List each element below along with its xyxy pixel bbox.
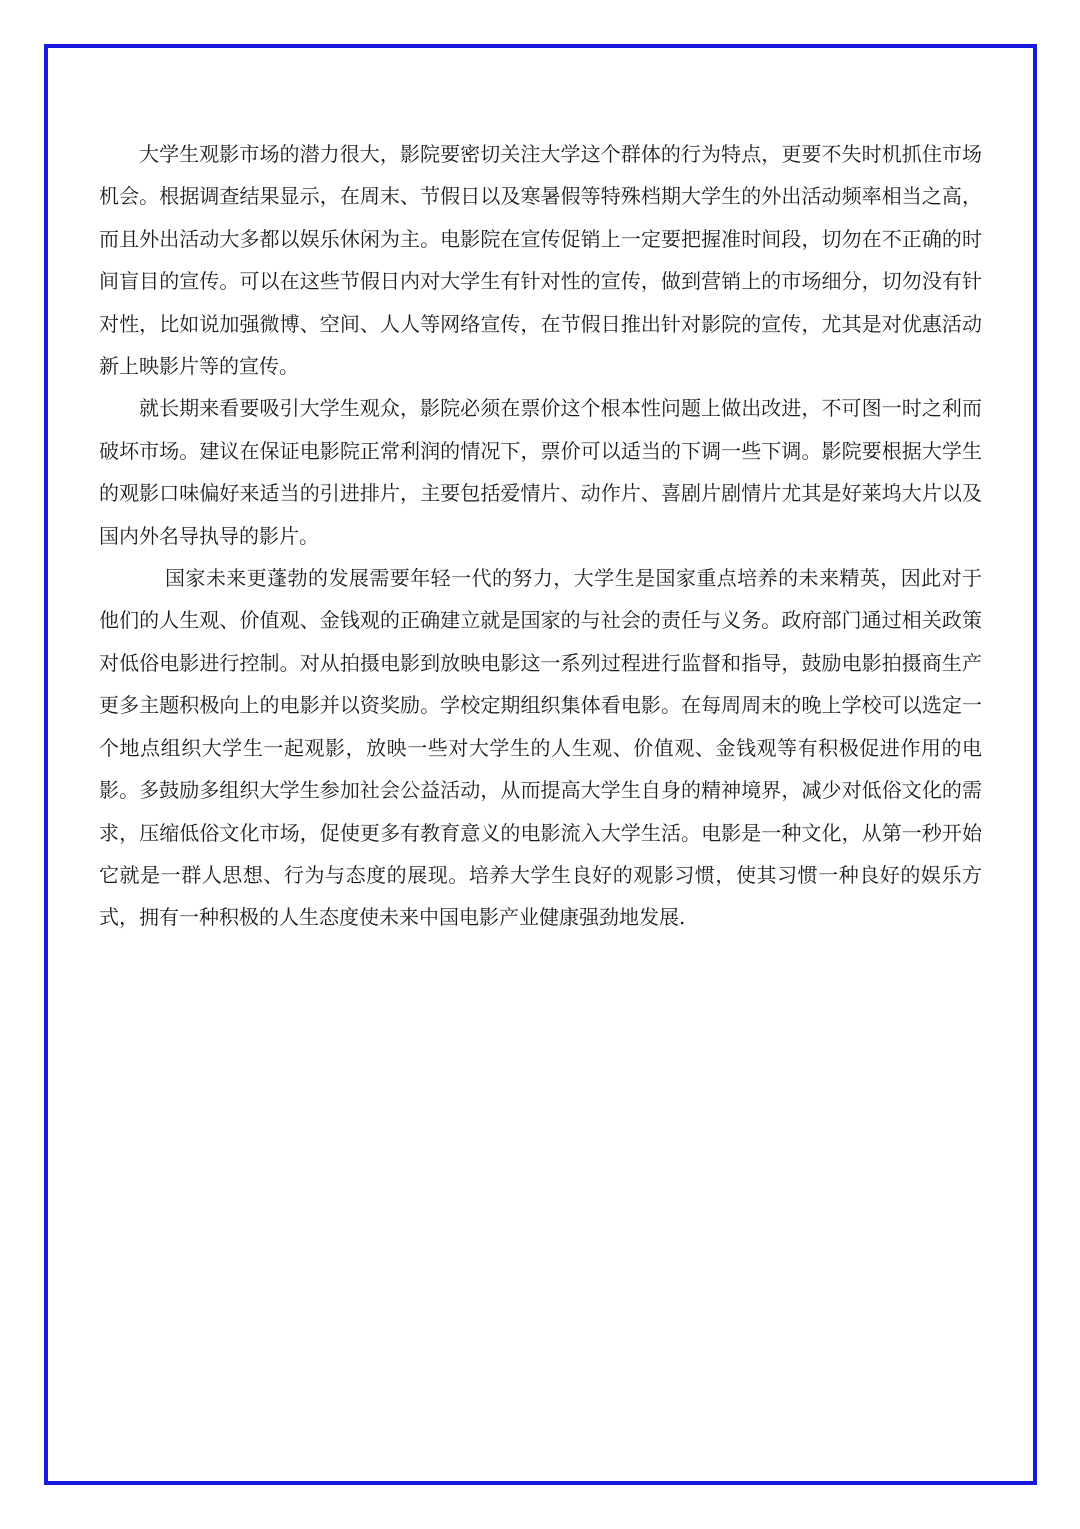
paragraph-3: 国家未来更蓬勃的发展需要年轻一代的努力，大学生是国家重点培养的未来精英，因此对于他们的人生观、价值观、金钱观的正确建立就是国家的与社会的责任与义务。政府部门通过相关政策对低俗电影进行控制。对从拍摄电影到放映电影这一系列过程进行监督和指导，鼓励电影拍摄商生产更多主题积极向上的电影并以资奖励。学校定期组织集体看电影。在每周周末的晚上学校可以选定一个地点组织大学生一起观影，放映一些对大学生的人生观、价值观、金钱观等有积极促进作用的电影。多鼓励多组织大学生参加社会公益活动，从而提高大学生自身的精神境界，减少对低俗文化的需求，压缩低俗文化市场，促使更多有教育意义的电影流入大学生活。电影是一种文化，从第一秒开始它就是一群人思想、行为与态度的展现。培养大学生良好的观影习惯，使其习惯一种良好的娱乐方式，拥有一种积极的人生态度使未来中国电影产业健康强劲地发展.	[99, 566, 982, 930]
document-body	[99, 133, 982, 939]
paragraph-1: 大学生观影市场的潜力很大，影院要密切关注大学这个群体的行为特点，更要不失时机抓住市场机会。根据调查结果显示，在周末、节假日以及寒暑假等特殊档期大学生的外出活动频率相当之高，而且外出活动大多都以娱乐休闲为主。电影院在宣传促销上一定要把握准时间段，切勿在不正确的时间盲目的宣传。可以在这些节假日内对大学生有针对性的宣传，做到营销上的市场细分，切勿没有针对性，比如说加强微博、空间、人人等网络宣传，在节假日推出针对影院的宣传，尤其是对优惠活动新上映影片等的宣传。	[99, 142, 982, 379]
paragraph-2: 就长期来看要吸引大学生观众，影院必须在票价这个根本性问题上做出改进，不可图一时之利而破坏市场。建议在保证电影院正常利润的情况下，票价可以适当的下调一些下调。影院要根据大学生的观影口味偏好来适当的引进排片，主要包括爱情片、动作片、喜剧片剧情片尤其是好莱坞大片以及国内外名导执导的影片。	[99, 396, 982, 548]
